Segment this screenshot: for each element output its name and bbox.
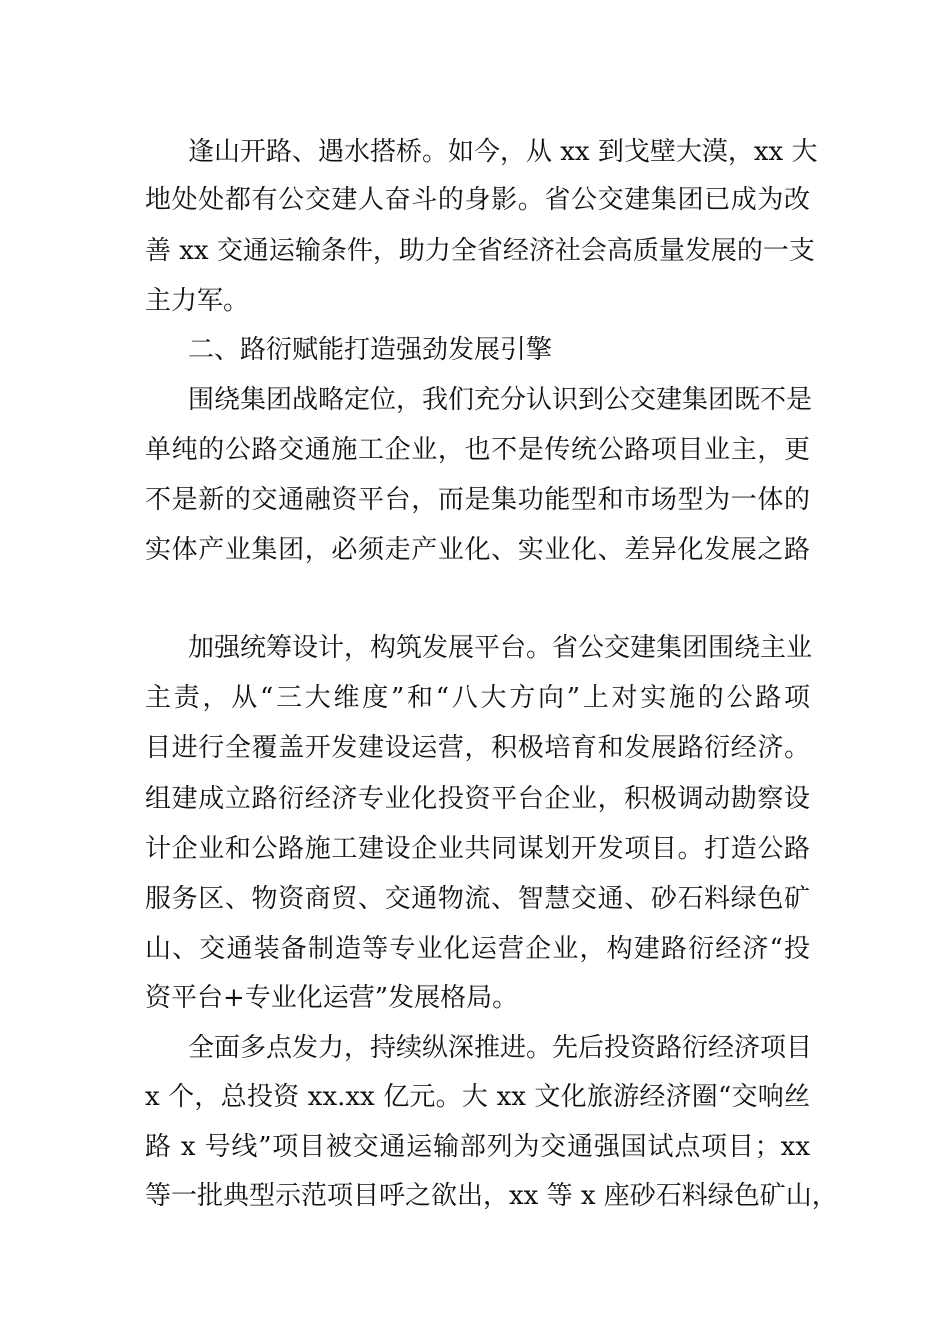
text-line: 路 x 号线”项目被交通运输部列为交通强国试点项目；xx xyxy=(145,1132,810,1162)
text-line: 单纯的公路交通施工企业，也不是传统公路项目业主，更 xyxy=(145,435,810,465)
text-line: 主力军。 xyxy=(145,286,250,316)
text-line: 组建成立路衍经济专业化投资平台企业，积极调动勘察设 xyxy=(145,784,810,814)
text-line: 实体产业集团，必须走产业化、实业化、差异化发展之路 xyxy=(145,535,810,565)
text-line: 计企业和公路施工建设企业共同谋划开发项目。打造公路 xyxy=(145,834,810,864)
text-line: 山、交通装备制造等专业化运营企业，构建路衍经济“投 xyxy=(145,934,810,964)
text-line: 主责，从“三大维度”和“八大方向”上对实施的公路项 xyxy=(145,683,810,713)
text-line: x 个，总投资 xx.xx 亿元。大 xx 文化旅游经济圈“交响丝 xyxy=(145,1082,810,1112)
text-line: 地处处都有公交建人奋斗的身影。省公交建集团已成为改 xyxy=(145,185,810,215)
text-line: 目进行全覆盖开发建设运营，积极培育和发展路衍经济。 xyxy=(145,733,810,763)
text-line: 善 xx 交通运输条件，助力全省经济社会高质量发展的一支 xyxy=(145,236,815,266)
text-line: 围绕集团战略定位，我们充分认识到公交建集团既不是 xyxy=(188,385,813,415)
text-line: 全面多点发力，持续纵深推进。先后投资路衍经济项目 xyxy=(188,1033,813,1063)
text-line: 服务区、物资商贸、交通物流、智慧交通、砂石料绿色矿 xyxy=(145,884,810,914)
text-line: 不是新的交通融资平台，而是集功能型和市场型为一体的 xyxy=(145,485,810,515)
text-line: 加强统筹设计，构筑发展平台。省公交建集团围绕主业 xyxy=(188,633,813,663)
text-line: 等一批典型示范项目呼之欲出，xx 等 x 座砂石料绿色矿山， xyxy=(145,1181,838,1211)
text-line: 资平台+专业化运营”发展格局。 xyxy=(145,983,519,1013)
section-heading: 二、路衍赋能打造强劲发展引擎 xyxy=(188,335,553,365)
text-line: 逢山开路、遇水搭桥。如今，从 xx 到戈壁大漠，xx 大 xyxy=(188,137,818,167)
